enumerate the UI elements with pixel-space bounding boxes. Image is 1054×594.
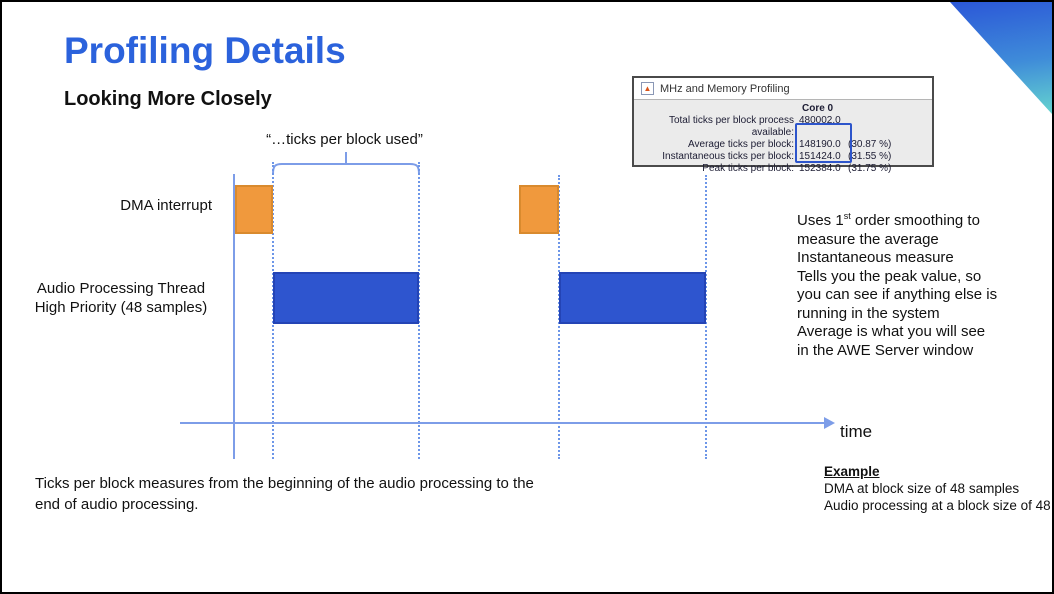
right-note-line: you can see if anything else is <box>797 286 998 303</box>
right-note-line: Tells you the peak value, so <box>797 267 982 285</box>
example-heading: Example <box>824 464 880 479</box>
right-note-line: Instantaneous measure <box>797 249 954 266</box>
bracket-brace <box>272 150 420 176</box>
example-line: DMA at block size of 48 samples <box>824 481 1020 496</box>
audio-thread-label <box>27 279 215 317</box>
row-label: Peak ticks per block: <box>702 163 794 174</box>
profiling-window <box>632 76 934 174</box>
row-label: Total ticks per block process available: <box>668 115 794 138</box>
dma-interrupt-block-2 <box>519 185 559 234</box>
row-label: Average ticks per block: <box>688 139 794 150</box>
table-row <box>634 151 932 163</box>
row-percent: (31.75 %) <box>848 163 892 174</box>
right-notes <box>797 207 1027 360</box>
profiling-window-content <box>634 100 932 175</box>
core-column-header: Core 0 <box>802 103 834 114</box>
profiling-window-titlebar <box>634 78 932 100</box>
bottom-note: Ticks per block measures from the beginning of the audio processing to the end of audio processing. <box>35 475 534 513</box>
profiling-window-title: MHz and Memory Profiling <box>660 82 790 95</box>
example-block <box>824 463 1051 514</box>
core-header-row <box>634 103 932 115</box>
example-line: Audio processing at a block size of 48 <box>824 498 1051 513</box>
dma-interrupt-label: DMA interrupt <box>120 197 212 214</box>
right-note-line: measure the average <box>797 230 939 248</box>
audio-thread-label-line2: High Priority (48 samples) <box>34 299 208 316</box>
page-title: Profiling Details <box>64 30 346 71</box>
time-axis <box>180 422 826 424</box>
superscript-st: st <box>843 211 851 221</box>
page-subtitle: Looking More Closely <box>64 88 272 110</box>
row-percent: (30.87 %) <box>848 139 892 150</box>
audio-processing-block-1 <box>273 272 419 324</box>
bracket-label: “…ticks per block used” <box>266 131 423 148</box>
time-axis-label: time <box>840 422 873 441</box>
right-note-line: in the AWE Server window <box>797 341 974 359</box>
right-note-line: Average is what you will see <box>797 323 986 340</box>
audio-thread-label-line1: Audio Processing Thread <box>36 280 206 297</box>
core-header-spacer <box>634 103 794 115</box>
matlab-logo-icon: ▲ <box>641 82 654 95</box>
time-axis-arrowhead <box>824 417 835 429</box>
right-note-line: Uses 1st order smoothing to <box>797 211 980 229</box>
row-value: 152384.0 <box>799 163 841 174</box>
dma-interrupt-block-1 <box>235 185 273 234</box>
row-value: 148190.0 <box>799 139 841 150</box>
row-label: Instantaneous ticks per block: <box>662 151 794 162</box>
row-value: 480002.0 <box>799 115 841 126</box>
table-row <box>634 115 932 139</box>
row-value: 151424.0 <box>799 151 841 162</box>
audio-processing-block-2 <box>559 272 706 324</box>
row-percent: (31.55 %) <box>848 151 892 162</box>
right-note-line: running in the system <box>797 304 940 322</box>
corner-gradient-decoration <box>950 2 1052 114</box>
table-row <box>634 139 932 151</box>
table-row <box>634 163 932 175</box>
